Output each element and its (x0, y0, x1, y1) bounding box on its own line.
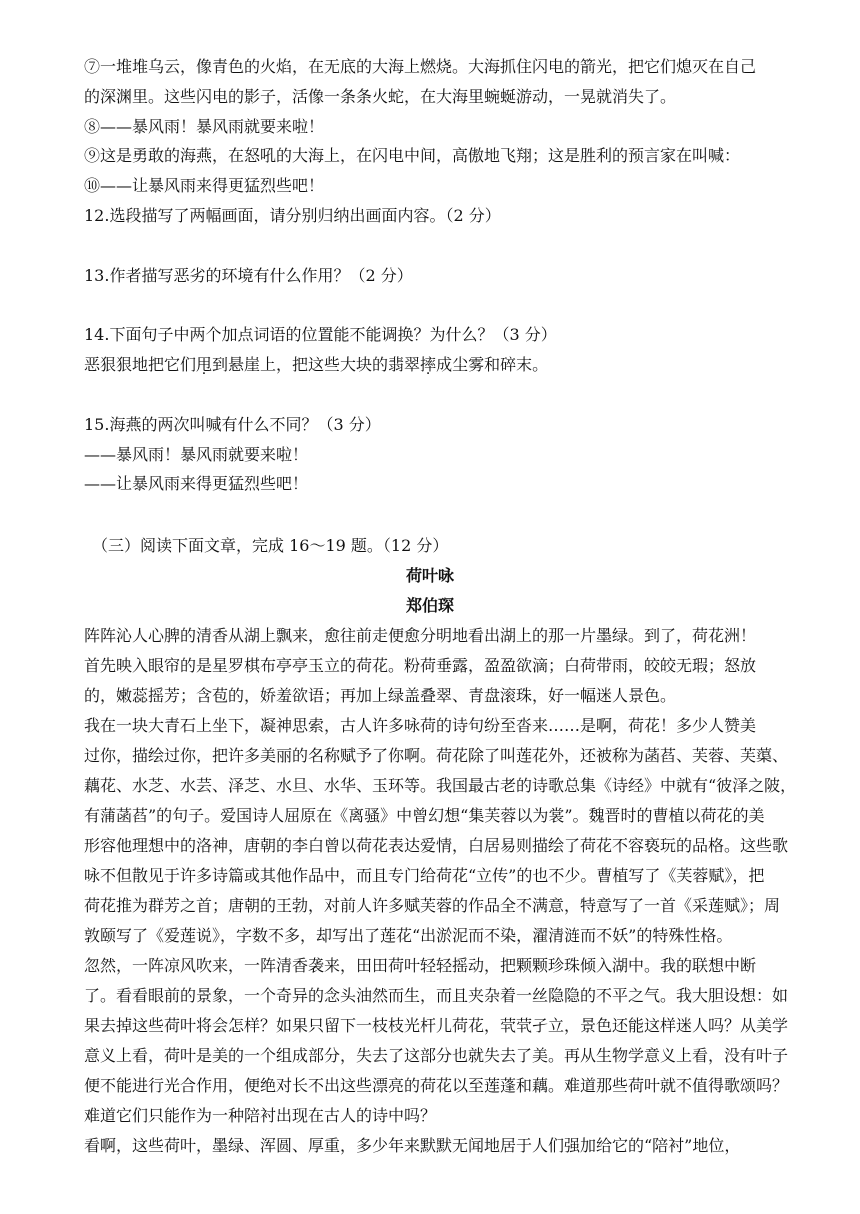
article-line: 咏不但散见于许多诗篇或其他作品中，而且专门给荷花“立传”的也不少。曹植写了《芙蓉赋》，把 (84, 866, 765, 885)
paragraph-7-line-2: 的深渊里。这些闪电的影子，活像一条条火蛇，在大海里蜿蜒游动，一晃就消失了。 (84, 87, 677, 106)
paragraph-9: ⑨这是勇敢的海燕，在怒吼的大海上，在闪电中间，高傲地飞翔；这是胜利的预言家在叫喊： (84, 146, 741, 165)
q14-sentence-part-c: 成尘雾和碎末。 (436, 355, 549, 374)
article-line: 有蒲菡萏”的句子。爱国诗人屈原在《离骚》中曾幻想“集芙蓉以为裳”。魏晋时的曹植以荷花的美 (84, 806, 765, 825)
article-line: 意义上看，荷叶是美的一个组成部分，失去了这部分也就失去了美。再从生物学意义上看，没有叶子 (84, 1046, 789, 1065)
article-line: 我在一块大青石上坐下，凝神思索，古人许多咏荷的诗句纷至沓来……是啊，荷花！多少人赞美 (84, 716, 757, 735)
question-14: 14.下面句子中两个加点词语的位置能不能调换？为什么？（3 分） (84, 325, 557, 344)
article-line: 形容他理想中的洛神，唐朝的李白曾以荷花表达爱情，白居易则描绘了荷花不容亵玩的品格。这些歌 (84, 836, 789, 855)
article-author: 郑伯琛 (405, 596, 454, 615)
paragraph-8: ⑧——暴风雨！暴风雨就要来啦！ (84, 117, 325, 136)
q14-dotted-word-1: 甩 (196, 355, 213, 374)
question-12: 12.选段描写了两幅画面，请分别归纳出画面内容。（2 分） (84, 206, 501, 225)
question-15: 15.海燕的两次叫喊有什么不同？（3 分） (84, 415, 381, 434)
article-line: 首先映入眼帘的是星罗棋布亭亭玉立的荷花。粉荷垂露，盈盈欲滴；白荷带雨，皎皎无瑕；怒放 (84, 656, 757, 675)
article-line: 便不能进行光合作用，便绝对长不出这些漂亮的荷花以至莲蓬和藕。难道那些荷叶就不值得歌颂吗？ (84, 1076, 789, 1095)
article-line: 藕花、水芝、水芸、泽芝、水旦、水华、玉环等。我国最古老的诗歌总集《诗经》中就有“彼泽之陂， (84, 776, 797, 795)
article-title: 荷叶咏 (405, 566, 454, 585)
section-3-instructions: （三）阅读下面文章，完成 16～19 题。（12 分） (92, 536, 449, 555)
article-line: 果去掉这些荷叶将会怎样？如果只留下一枝枝光杆儿荷花，茕茕孑立，景色还能这样迷人吗？从美学 (84, 1016, 789, 1035)
paragraph-10: ⑩——让暴风雨来得更猛烈些吧！ (84, 176, 325, 195)
q14-sentence-part-a: 恶狠狠地把它们 (84, 355, 197, 374)
article-line: 了。看看眼前的景象，一个奇异的念头油然而生，而且夹杂着一丝隐隐的不平之气。我大胆设想：如 (84, 986, 789, 1005)
question-15-shout-1: ——暴风雨！暴风雨就要来啦！ (84, 445, 309, 464)
article-line: 忽然，一阵凉风吹来，一阵清香袭来，田田荷叶轻轻摇动，把颗颗珍珠倾入湖中。我的联想中断 (84, 956, 757, 975)
paragraph-7-line-1: ⑦一堆堆乌云，像青色的火焰，在无底的大海上燃烧。大海抓住闪电的箭光，把它们熄灭在自己 (84, 57, 757, 76)
article-line: 荷花推为群芳之首；唐朝的王勃，对前人许多赋芙蓉的作品全不满意，特意写了一首《采莲赋》；周 (84, 896, 781, 915)
article-line: 看啊，这些荷叶，墨绿、浑圆、厚重，多少年来默默无闻地居于人们强加给它的“陪衬”地位， (84, 1136, 741, 1155)
article-line: 阵阵沁人心脾的清香从湖上飘来，愈往前走便愈分明地看出湖上的那一片墨绿。到了，荷花洲！ (84, 626, 757, 645)
q14-dotted-word-2: 摔 (420, 355, 437, 374)
article-line: 难道它们只能作为一种陪衬出现在古人的诗中吗？ (84, 1106, 437, 1125)
article-line: 的，嫩蕊摇芳；含苞的，娇羞欲语；再加上绿盖叠翠、青盘滚珠，好一幅迷人景色。 (84, 686, 677, 705)
article-line: 过你，描绘过你，把许多美丽的名称赋予了你啊。荷花除了叫莲花外，还被称为菡萏、芙蓉、芙蕖、 (84, 746, 789, 765)
q14-sentence-part-b: 到悬崖上，把这些大块的翡翠 (212, 355, 421, 374)
question-13: 13.作者描写恶劣的环境有什么作用？（2 分） (84, 266, 413, 285)
question-14-sentence (84, 354, 814, 376)
question-15-shout-2: ——让暴风雨来得更猛烈些吧！ (84, 474, 309, 493)
article-line: 敦颐写了《爱莲说》，字数不多，却写出了莲花“出淤泥而不染，濯清涟而不妖”的特殊性格。 (84, 926, 733, 945)
